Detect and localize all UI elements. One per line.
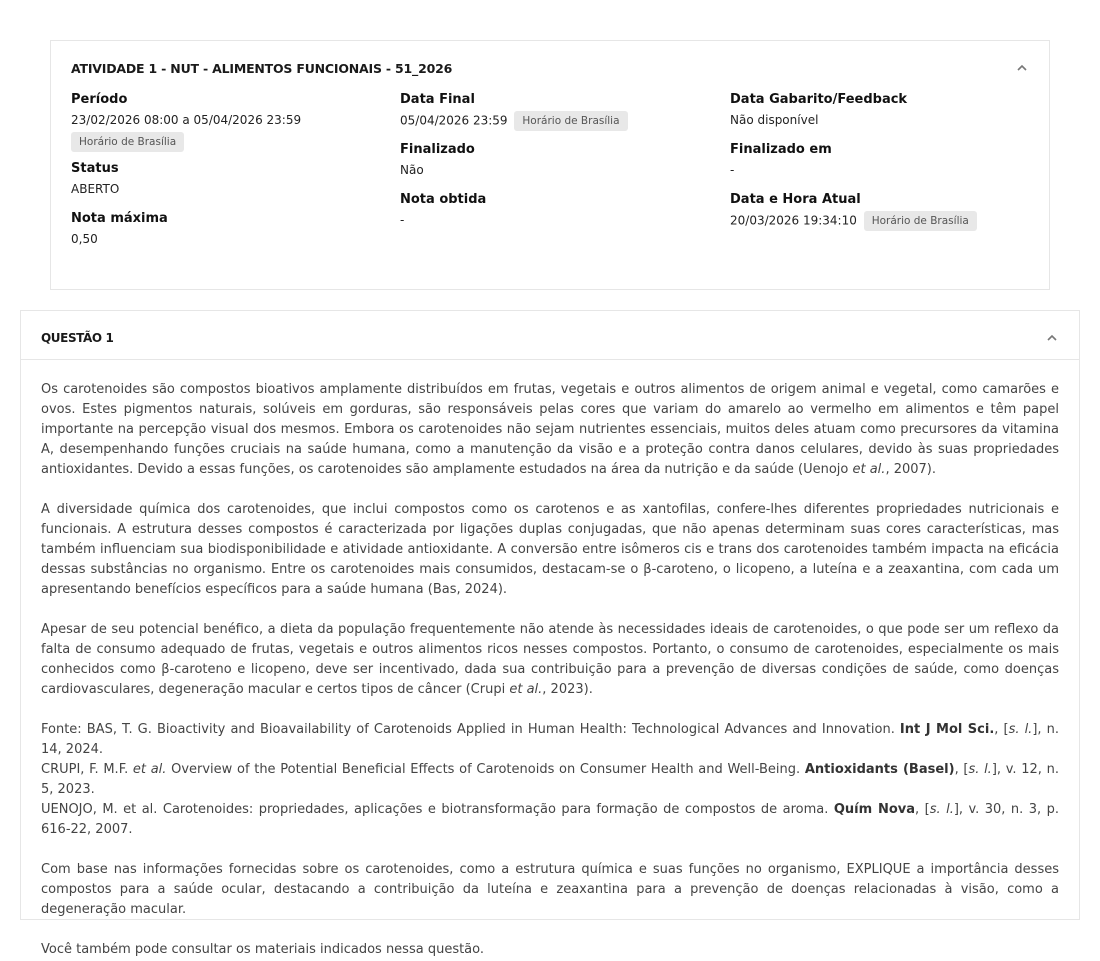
ref-text: , [ — [954, 762, 969, 777]
question-body — [21, 360, 1079, 960]
question-paragraph-1 — [41, 380, 1059, 480]
status-label: Status — [71, 161, 119, 176]
question-prompt: Com base nas informações fornecidas sobre os carotenoides, como a estrutura química e suas funções no organismo, EXPLIQUE a importância desses compostos para a saúde ocular, destacando a contribuição da luteína e zeaxantina para a prevenção de doenças relacionadas à visão, como a degeneração macular. — [41, 862, 1059, 917]
data-final-value: 05/04/2026 23:59 — [400, 113, 508, 128]
question-note: Você também pode consultar os materiais indicados nessa questão. — [41, 942, 485, 957]
data-gabarito-value: Não disponível — [730, 113, 819, 127]
data-hora-atual-field — [730, 191, 1030, 231]
ref-text: , [ — [915, 802, 930, 817]
paragraph-text: , 2007). — [885, 462, 936, 477]
data-hora-atual-row — [730, 211, 1030, 231]
nota-maxima-field — [71, 210, 391, 248]
activity-title: ATIVIDADE 1 - NUT - ALIMENTOS FUNCIONAIS - 51_2026 — [71, 61, 453, 76]
data-hora-atual-label: Data e Hora Atual — [730, 192, 861, 207]
data-final-label: Data Final — [400, 92, 475, 107]
status-field — [71, 160, 391, 198]
reference-2 — [41, 762, 1059, 797]
status-value: ABERTO — [71, 182, 120, 196]
ref-journal: Int J Mol Sci. — [899, 722, 995, 737]
timezone-badge: Horário de Brasília — [864, 211, 977, 231]
question-title: QUESTÃO 1 — [41, 331, 114, 345]
periodo-field — [71, 91, 391, 152]
ref-sl: s. l. — [968, 762, 992, 777]
ref-text: UENOJO, M. et al. Carotenoides: propriedades, aplicações e biotransformação para formação de compostos de aroma. — [41, 802, 834, 817]
periodo-label: Período — [71, 92, 128, 107]
reference-3 — [41, 802, 1059, 837]
ref-text: CRUPI, F. M.F. — [41, 762, 133, 777]
finalizado-value: Não — [400, 163, 424, 177]
paragraph-text: Apesar de seu potencial benéfico, a dieta da população frequentemente não atende às necessidades ideais de carotenoides, o que pode ser um reflexo da falta de consumo adequado de frutas, vegetais e outros alimentos ricos nesses compostos. Portanto, o consumo de carotenoides, especialmente os mais conhecidos como β-caroteno e licopeno, deve ser incentivado, dada sua contribuição para a prevenção de diversas condições de saúde, como doenças cardiovasculares, degeneração macular e certos tipos de câncer (Crupi — [41, 622, 1059, 697]
reference-1 — [41, 722, 1059, 757]
ref-text: ], v. 30, n. 3, p. 616-22, 2007. — [41, 802, 1059, 837]
info-column-3 — [730, 91, 1030, 241]
ref-journal: Antioxidants (Basel) — [804, 762, 955, 777]
ref-text: Fonte: BAS, T. G. Bioactivity and Bioavailability of Carotenoids Applied in Human Health: Technological Advances and Innovation. — [41, 722, 900, 737]
ref-journal: Quím Nova — [833, 802, 916, 817]
ref-text: ], n. 14, 2024. — [41, 722, 1059, 757]
data-final-field — [400, 91, 720, 131]
data-final-row — [400, 111, 720, 131]
info-column-1 — [71, 91, 391, 258]
finalizado-label: Finalizado — [400, 142, 475, 157]
question-header[interactable] — [21, 311, 1079, 360]
data-gabarito-field — [730, 91, 1030, 129]
ref-et-al: et al. — [132, 762, 167, 777]
chevron-up-icon[interactable] — [1015, 63, 1029, 73]
data-hora-atual-value: 20/03/2026 19:34:10 — [730, 213, 857, 228]
paragraph-text: Os carotenoides são compostos bioativos amplamente distribuídos em frutas, vegetais e outros alimentos de origem animal e vegetal, como camarões e ovos. Estes pigmentos naturais, solúveis em gorduras, são responsáveis pelas cores que variam do amarelo ao vermelho em alimentos e têm papel importante na percepção visual dos mesmos. Embora os carotenoides não sejam nutrientes essenciais, muitos deles atuam como precursores da vitamina A, desempenhando funções cruciais na saúde humana, como a manutenção da visão e a proteção contra danos celulares, devido às suas propriedades antioxidantes. Devido a essas funções, os carotenoides são amplamente estudados na área da nutrição e da saúde (Uenojo — [41, 382, 1059, 477]
question-paragraph-2: A diversidade química dos carotenoides, que inclui compostos como os carotenos e as xantofilas, confere-lhes diferentes propriedades nutricionais e funcionais. A estrutura desses compostos é caracterizada por ligações duplas conjugadas, que não apenas determinam suas cores características, mas também influenciam sua biodisponibilidade e atividade antioxidante. A conversão entre isômeros cis e trans dos carotenoides também impacta na eficácia dessas substâncias no organismo. Entre os carotenoides mais consumidos, destacam-se o β-caroteno, o licopeno, a luteína e a zeaxantina, com cada um apresentando benefícios específicos para a saúde humana (Bas, 2024). — [41, 502, 1059, 597]
citation-et-al: et al. — [852, 462, 886, 477]
timezone-badge: Horário de Brasília — [514, 111, 627, 131]
finalizado-field — [400, 141, 720, 179]
data-gabarito-label: Data Gabarito/Feedback — [730, 92, 908, 107]
nota-obtida-value: - — [400, 213, 405, 227]
references — [41, 720, 1059, 840]
periodo-value: 23/02/2026 08:00 a 05/04/2026 23:59 — [71, 113, 302, 127]
ref-text: , [ — [994, 722, 1009, 737]
nota-obtida-field — [400, 191, 720, 229]
ref-text: Overview of the Potential Beneficial Effects of Carotenoids on Consumer Health and Well-Being. — [166, 762, 805, 777]
nota-maxima-value: 0,50 — [71, 232, 98, 246]
ref-sl: s. l. — [1008, 722, 1033, 737]
ref-sl: s. l. — [929, 802, 954, 817]
finalizado-em-field — [730, 141, 1030, 179]
info-column-2 — [400, 91, 720, 239]
question-card — [20, 310, 1080, 957]
paragraph-text: , 2023). — [542, 682, 593, 697]
question-paragraph-3 — [41, 620, 1059, 700]
ref-text: ], v. 12, n. 5, 2023. — [41, 762, 1059, 797]
finalizado-em-label: Finalizado em — [730, 142, 832, 157]
activity-info-card — [50, 40, 1050, 290]
nota-obtida-label: Nota obtida — [400, 192, 487, 207]
citation-et-al: et al. — [509, 682, 543, 697]
nota-maxima-label: Nota máxima — [71, 211, 168, 226]
chevron-up-icon[interactable] — [1045, 333, 1059, 343]
finalizado-em-value: - — [730, 163, 735, 177]
timezone-badge: Horário de Brasília — [71, 132, 184, 152]
